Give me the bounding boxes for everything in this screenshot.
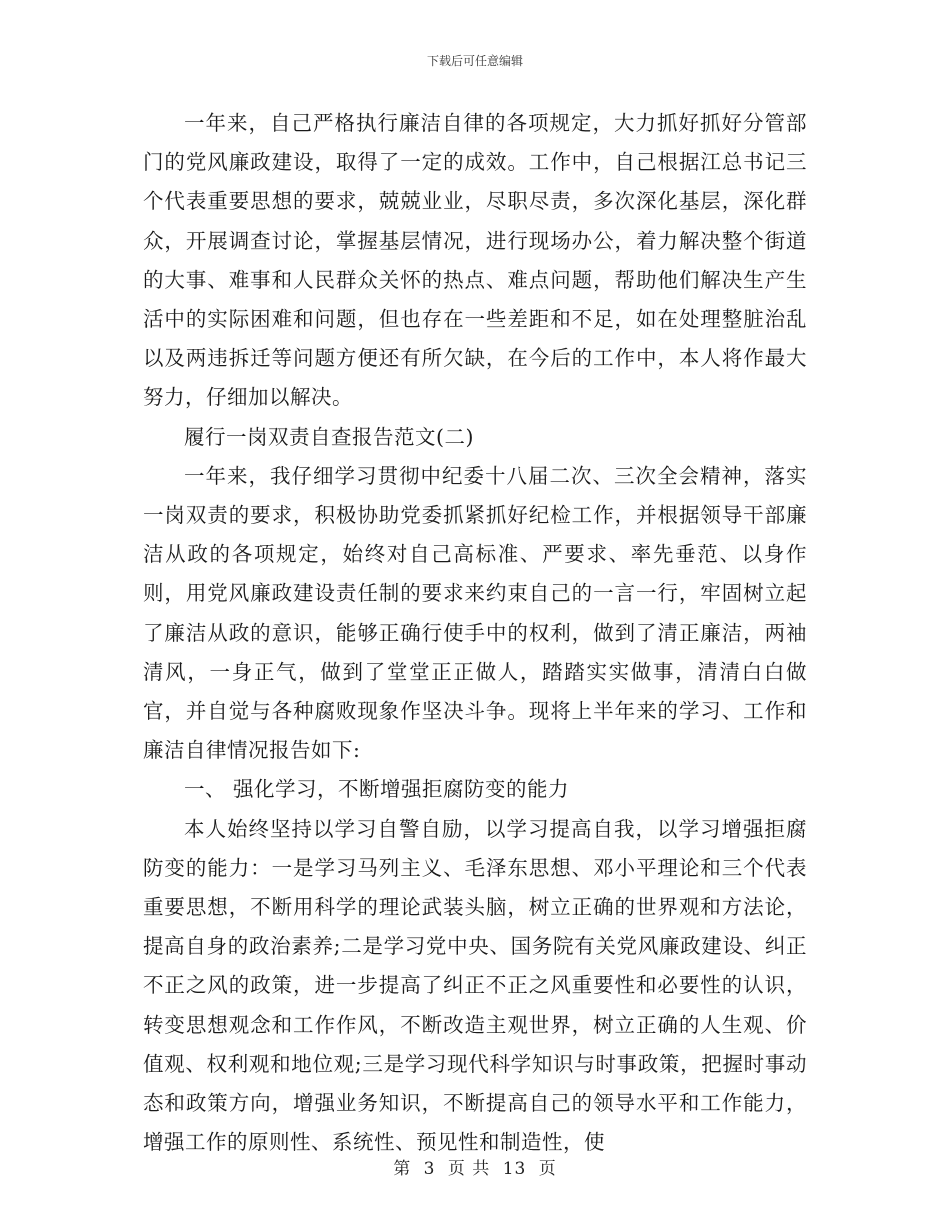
total-page-count: 13 [502,1159,527,1179]
page-footer [0,1154,950,1179]
current-page-number: 3 [423,1159,436,1179]
section-title: 履行一岗双责自查报告范文(二) [184,424,474,449]
footer-mid: 页 共 [447,1159,491,1179]
subsection-heading: 一、 强化学习，不断增强拒腐防变的能力 [184,777,570,802]
paragraph-3: 本人始终坚持以学习自警自励，以学习提高自我，以学习增强拒腐防变的能力：一是学习马列主义、毛泽东思想、邓小平理论和三个代表重要思想，不断用科学的理论武装头脑，树立正确的世界观和方法论，提高自身的政治素养;二是学习党中央、国务院有关党风廉政建设、纠正不正之风的政策，进一步提高了纠正不正之风重要性和必要性的认识，转变思想观念和工作作风，不断改造主观世界，树立正确的人生观、价值观、权利观和地位观;三是学习现代科学知识与时事政策，把握时事动态和政策方向，增强业务知识，不断提高自己的领导水平和工作能力，增强工作的原则性、系统性、预见性和制造性，使 [143,816,807,1155]
paragraph-2: 一年来，我仔细学习贯彻中纪委十八届二次、三次全会精神，落实一岗双责的要求，积极协助党委抓紧抓好纪检工作，并根据领导干部廉洁从政的各项规定，始终对自己高标准、严要求、率先垂范、以身作则，用党风廉政建设责任制的要求来约束自己的一言一行，牢固树立起了廉洁从政的意识，能够正确行使手中的权利，做到了清正廉洁，两袖清风，一身正气，做到了堂堂正正做人，踏踏实实做事，清清白白做官，并自觉与各种腐败现象作坚决斗争。现将上半年来的学习、工作和廉洁自律情况报告如下: [143,463,807,763]
page-header: 下载后可任意编辑 [426,54,523,68]
footer-suffix: 页 [538,1159,557,1179]
document-body [143,104,807,1162]
footer-prefix: 第 [393,1159,412,1179]
paragraph-1: 一年来，自己严格执行廉洁自律的各项规定，大力抓好抓好分管部门的党风廉政建设，取得了一定的成效。工作中，自己根据江总书记三个代表重要思想的要求，兢兢业业，尽职尽责，多次深化基层，深化群众，开展调查讨论，掌握基层情况，进行现场办公，着力解决整个街道的大事、难事和人民群众关怀的热点、难点问题，帮助他们解决生产生活中的实际困难和问题，但也存在一些差距和不足，如在处理整脏治乱以及两违拆迁等问题方便还有所欠缺，在今后的工作中，本人将作最大努力，仔细加以解决。 [143,111,807,410]
